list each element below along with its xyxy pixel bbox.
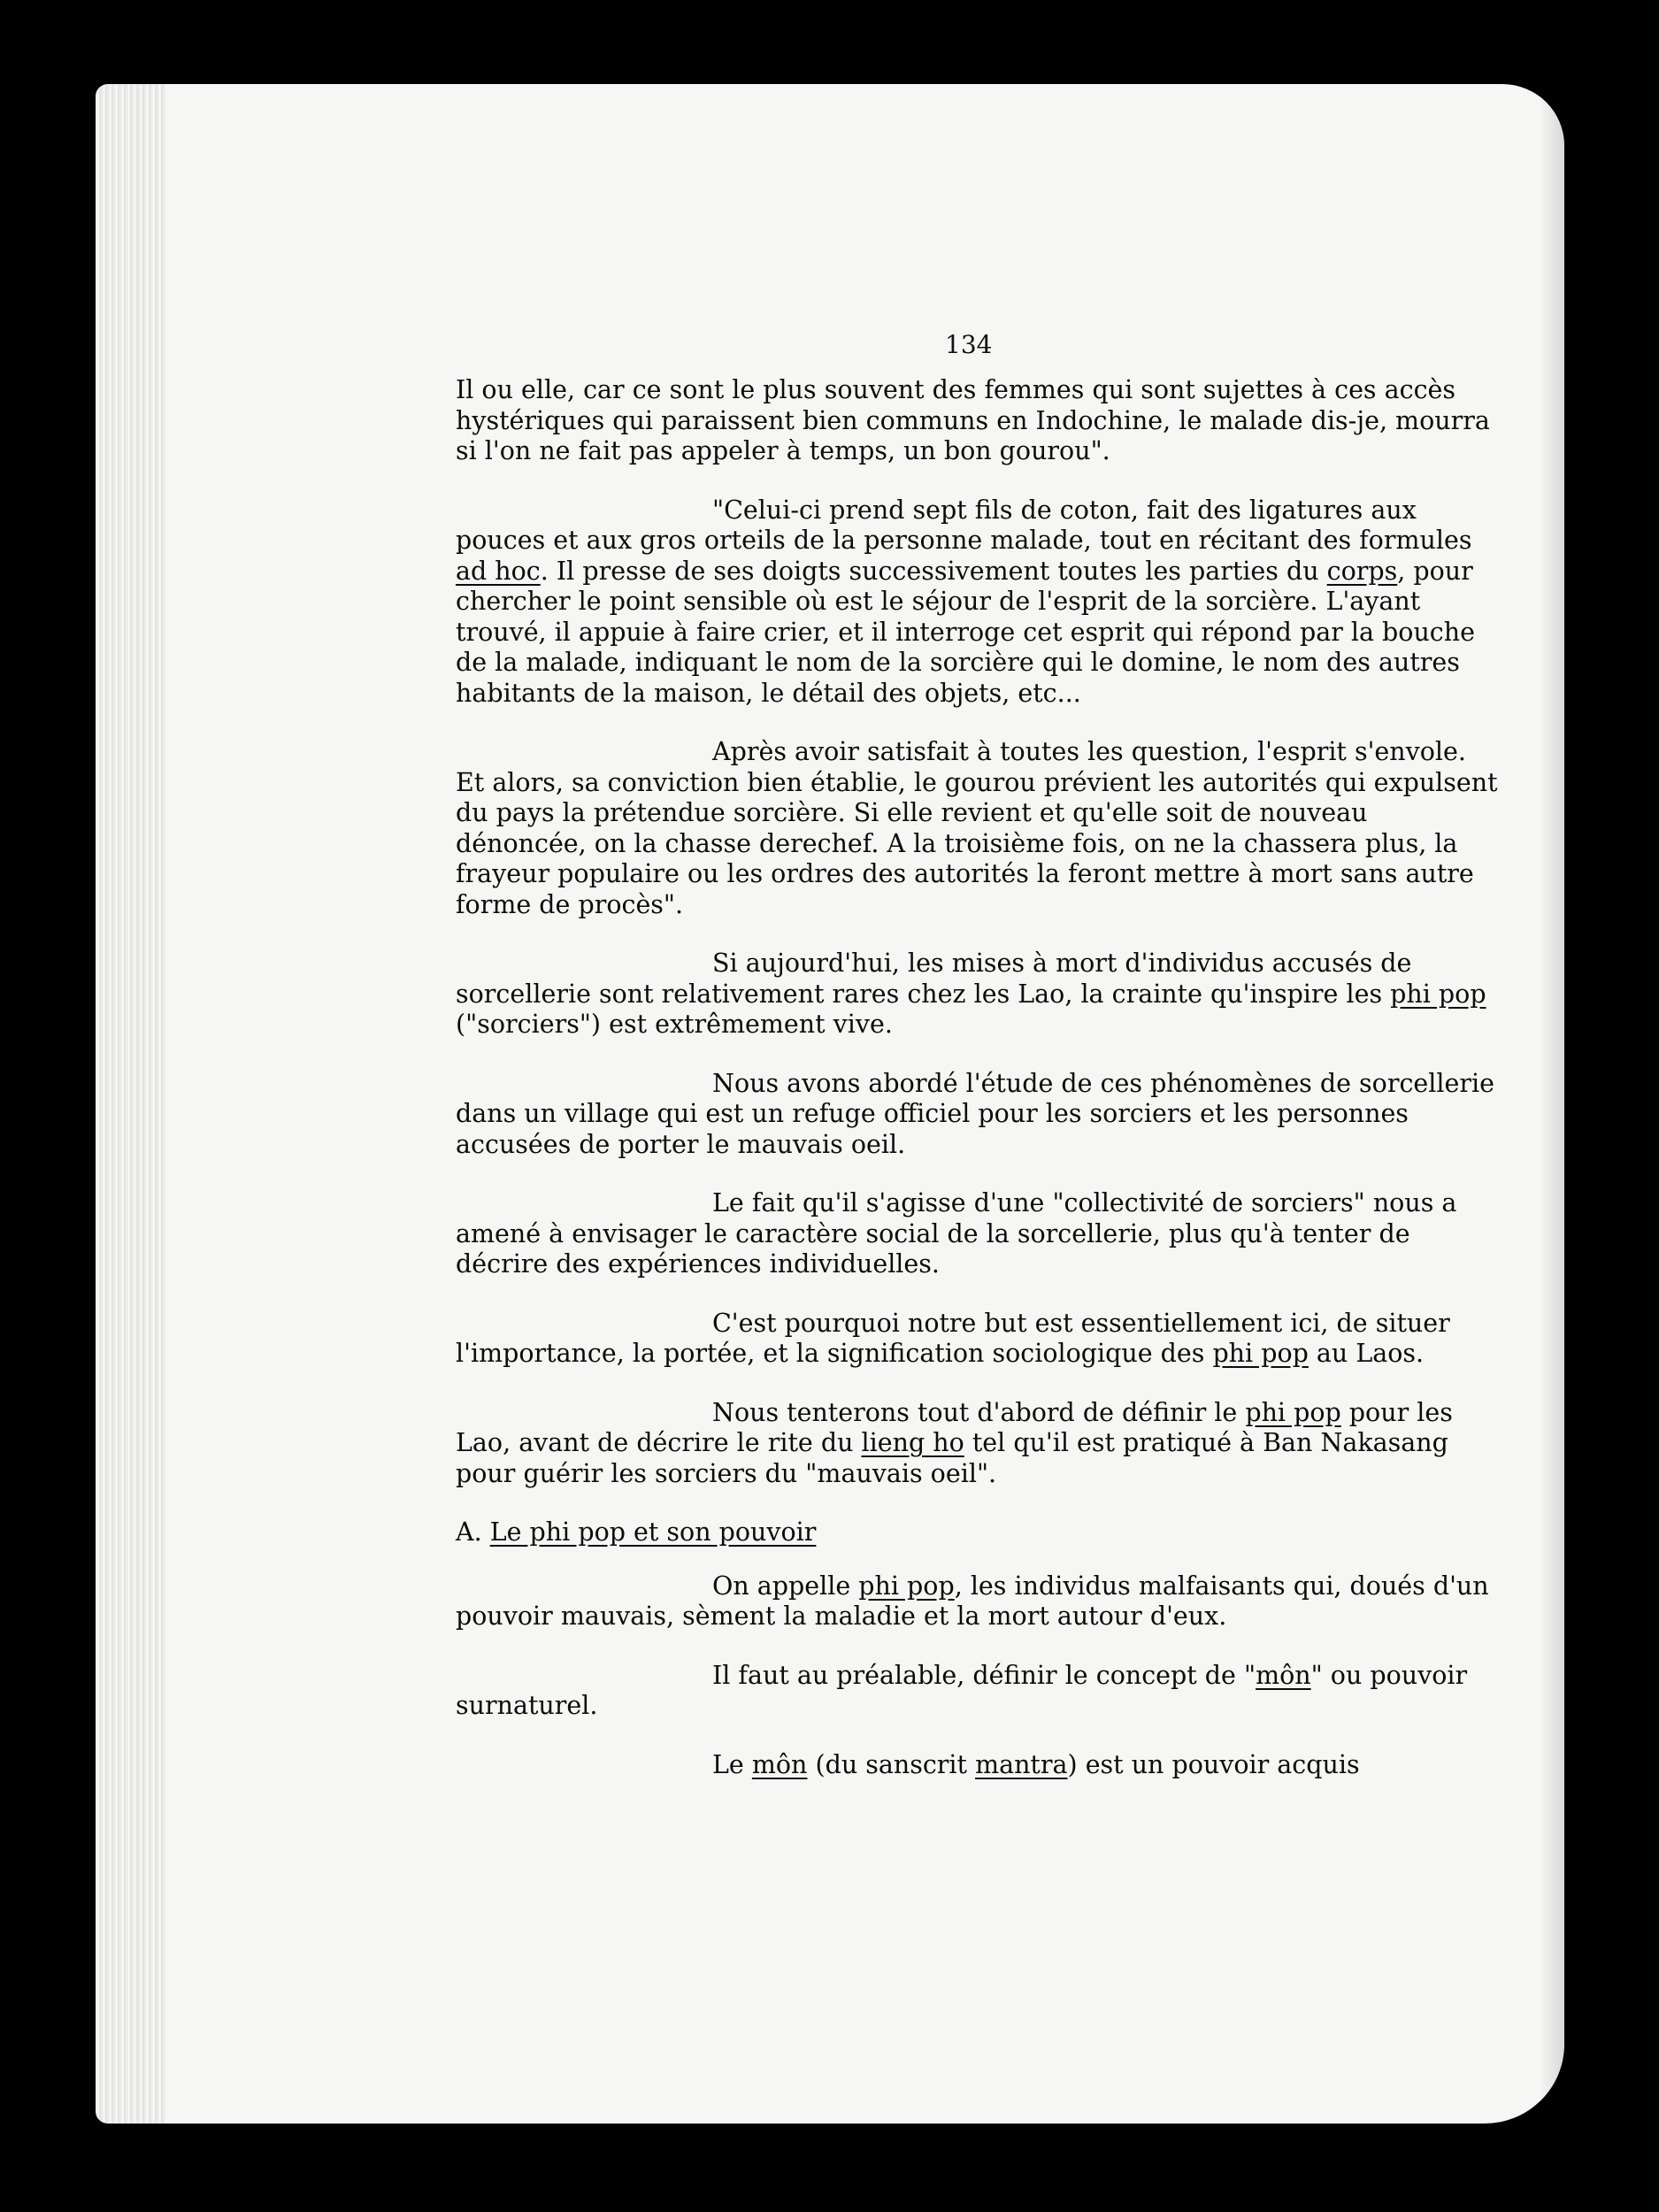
text-run: (du sanscrit <box>807 1749 976 1779</box>
paragraph-3 <box>456 737 1500 920</box>
text-run: Il ou elle, car ce sont le plus souvent des femmes qui sont sujettes à ces accès hystériques qui paraissent bien communs en Indochine, le malade dis-je, mourra si l'on ne fait pas appeler à temps, un bon gourou". <box>456 375 1490 465</box>
text-run: pour les Lao, avant de décrire le rite du <box>456 1397 1453 1457</box>
underlined-term: lieng ho <box>861 1428 964 1457</box>
underlined-term: môn <box>751 1749 808 1779</box>
text-run: Nous tenterons tout d'abord de définir le <box>712 1397 1246 1427</box>
paragraph-5 <box>456 1069 1500 1161</box>
text-run: Après avoir satisfait à toutes les question, l'esprit s'envole. Et alors, sa conviction bien établie, le gourou prévient les autorités qui expulsent du pays la prétendue sorcière. Si elle revient et qu'elle soit de nouveau dénoncée, on la chasse derechef. A la troisième fois, on ne la chassera plus, la frayeur populaire ou les ordres des autorités la feront mettre à mort sans autre forme de procès". <box>456 737 1498 919</box>
paragraph-10 <box>456 1661 1500 1722</box>
paragraph-1 <box>456 375 1500 467</box>
text-run: "Celui-ci prend sept fils de coton, fait des ligatures aux pouces et aux gros orteils de la personne malade, tout en récitant des formules <box>456 495 1472 555</box>
text-run: " ou pouvoir surnaturel. <box>456 1660 1468 1720</box>
underlined-term: phi pop <box>1390 979 1486 1009</box>
text-run: Le fait qu'il s'agisse d'une "collectivité de sorciers" nous a amené à envisager le caractère social de la sorcellerie, plus qu'à tenter de décrire des expériences individuelles. <box>456 1188 1457 1279</box>
text-run: Si aujourd'hui, les mises à mort d'individus accusés de sorcellerie sont relativement rares chez les Lao, la crainte qu'inspire les <box>456 949 1412 1009</box>
text-run: , pour chercher le point sensible où est le séjour de l'esprit de la sorcière. L'ayant trouvé, il appuie à faire crier, et il interroge cet esprit qui répond par la bouche de la malade, indiquant le nom de la sorcière qui le domine, le nom des autres habitants de la maison, le détail des objets, etc... <box>456 556 1475 708</box>
text-run: On appelle <box>712 1571 859 1601</box>
underlined-term: ad hoc <box>456 556 541 586</box>
text-run: ("sorciers") est extrêmement vive. <box>456 1010 893 1039</box>
heading-prefix: A. <box>456 1517 490 1547</box>
paragraph-9 <box>456 1571 1500 1632</box>
text-run: . Il presse de ses doigts successivement toutes les parties du <box>540 556 1327 586</box>
paragraph-6 <box>456 1188 1500 1280</box>
text-run: tel qu'il est pratiqué à Ban Nakasang pour guérir les sorciers du "mauvais oeil". <box>456 1428 1448 1488</box>
heading-title: Le phi pop et son pouvoir <box>489 1517 817 1547</box>
underlined-term: mantra <box>975 1749 1068 1779</box>
text-run: au Laos. <box>1308 1339 1425 1368</box>
page-right-edge <box>1540 84 1564 2124</box>
text-run: Il faut au préalable, définir le concept de " <box>712 1660 1256 1690</box>
section-heading <box>456 1517 1500 1548</box>
underlined-term: phi pop <box>1212 1339 1309 1368</box>
page-number: 134 <box>945 330 993 359</box>
paragraph-7 <box>456 1309 1500 1370</box>
underlined-term: phi pop <box>858 1571 955 1601</box>
body-text <box>456 375 1500 1809</box>
text-run: , les individus malfaisants qui, doués d'un pouvoir mauvais, sèment la maladie et la mort autour d'eux. <box>456 1571 1489 1631</box>
paragraph-4 <box>456 949 1500 1041</box>
underlined-term: môn <box>1256 1660 1311 1690</box>
text-run: C'est pourquoi notre but est essentiellement ici, de situer l'importance, la portée, et la signification sociologique des <box>456 1308 1450 1368</box>
underlined-term: corps <box>1326 556 1398 586</box>
text-run: Le <box>712 1749 752 1779</box>
book-page <box>96 84 1564 2124</box>
paragraph-2 <box>456 495 1500 710</box>
underlined-term: phi pop <box>1245 1397 1341 1427</box>
paragraph-8 <box>456 1398 1500 1490</box>
text-run: Nous avons abordé l'étude de ces phénomènes de sorcellerie dans un village qui est un refuge officiel pour les sorciers et les personnes accusées de porter le mauvais oeil. <box>456 1068 1494 1159</box>
paragraph-11 <box>456 1750 1500 1781</box>
page-stack-edge <box>96 84 166 2124</box>
text-run: ) est un pouvoir acquis <box>1067 1749 1360 1779</box>
